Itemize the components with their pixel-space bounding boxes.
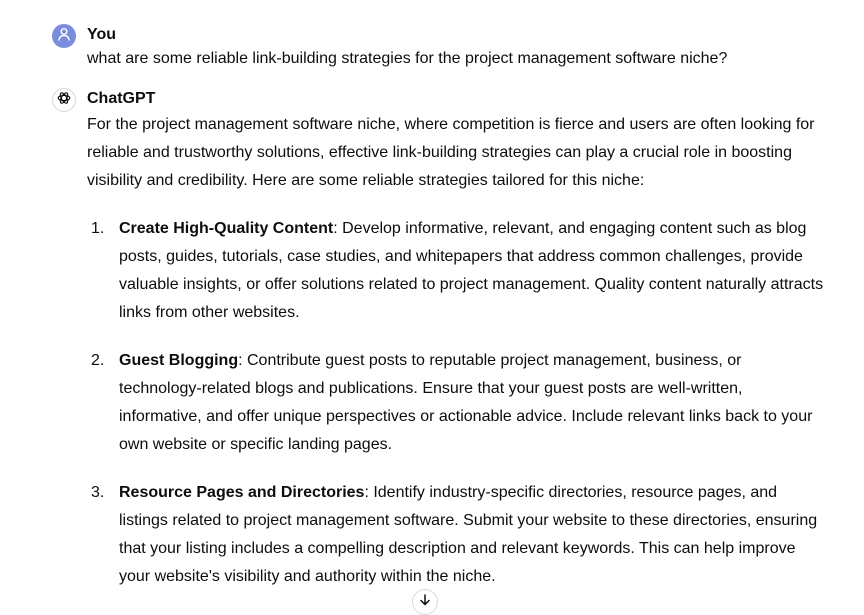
list-item-title: Resource Pages and Directories <box>119 484 365 501</box>
user-message <box>52 24 824 74</box>
list-item-number: 1. <box>91 220 105 237</box>
user-name: You <box>87 26 117 43</box>
strategy-list-container <box>87 215 824 611</box>
assistant-intro: For the project management software niche, where competition is fierce and users are often looking for reliable and trustworthy solutions, effective link-building strategies can play a crucial role in boosting visibility and credibility. Here are some reliable strategies tailored for this niche: <box>87 116 815 189</box>
list-item-body: : Develop informative, relevant, and engaging content such as blog posts, guides, tutorials, case studies, and whitepapers that address common challenges, provide valuable insights, or offer solutions related to project management. Quality content naturally attracts links from other websites. <box>119 220 824 321</box>
assistant-message <box>52 88 824 588</box>
list-item <box>87 215 824 327</box>
list-item-title: Create High-Quality Content <box>119 220 334 237</box>
openai-logo-icon <box>56 90 72 111</box>
list-item-body: : Identify industry-specific directories, resource pages, and listings related to project management software. Submit your website to these directories, ensuring that your listing includes a compelling description and relevant keywords. This can help improve your website's visibility and authority within the niche. <box>119 484 818 585</box>
person-icon <box>56 26 72 47</box>
list-item-number: 3. <box>91 484 105 501</box>
list-item <box>87 347 824 459</box>
arrow-down-icon <box>418 593 432 612</box>
list-item <box>87 479 824 591</box>
list-item-body: : Contribute guest posts to reputable project management, business, or technology-related blogs and publications. Ensure that your guest posts are well-written, informative, and offer unique perspectives or actionable advice. Include relevant links back to your own website or specific landing pages. <box>119 352 813 453</box>
scroll-to-bottom-button[interactable] <box>412 589 438 615</box>
list-item-number: 2. <box>91 352 105 369</box>
list-item-title: Guest Blogging <box>119 352 239 369</box>
assistant-avatar <box>52 88 76 112</box>
assistant-name: ChatGPT <box>87 90 156 107</box>
strategy-list <box>87 215 824 591</box>
user-avatar <box>52 24 76 48</box>
user-question: what are some reliable link-building strategies for the project management software niche? <box>87 50 728 67</box>
